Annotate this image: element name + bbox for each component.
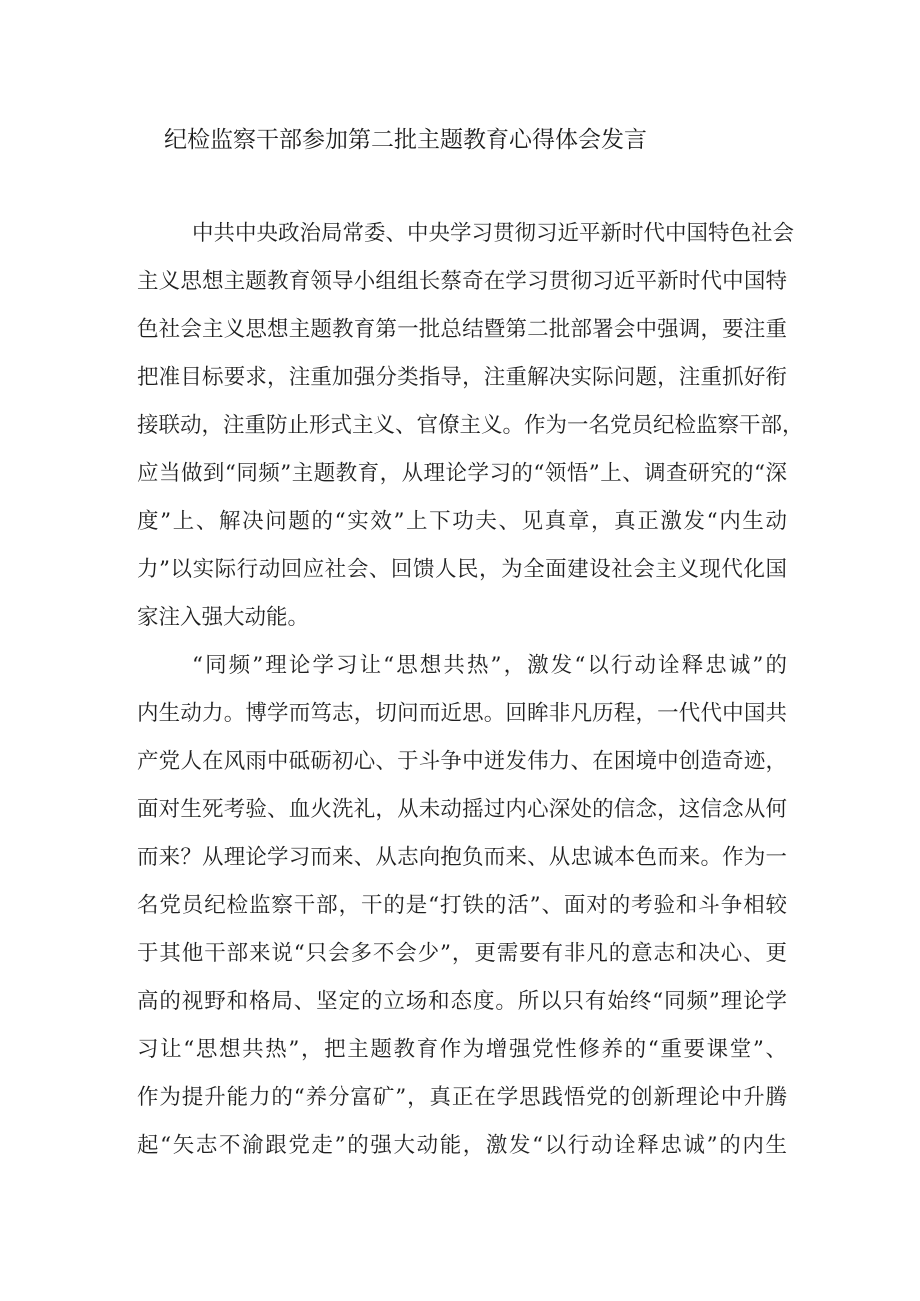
paragraph-1-line-4: 把准目标要求，注重加强分类指导，注重解决实际问题，注重抓好衔 — [137, 365, 787, 390]
paragraph-1-line-1: 中共中央政治局常委、中央学习贯彻习近平新时代中国特色社会 — [192, 221, 795, 246]
paragraph-2-line-9: 习让“思想共热”，把主题教育作为增强党性修养的“重要课堂”、 — [137, 1037, 787, 1062]
paragraph-1-line-7: 度”上、解决问题的“实效”上下功夫、见真章，真正激发“内生动 — [137, 509, 787, 534]
paragraph-1-line-8: 力”以实际行动回应社会、回馈人民，为全面建设社会主义现代化国 — [137, 557, 787, 582]
paragraph-2-line-4: 面对生死考验、血火洗礼，从未动摇过内心深处的信念，这信念从何 — [137, 797, 787, 822]
paragraph-2-line-8: 高的视野和格局、坚定的立场和态度。所以只有始终“同频”理论学 — [137, 989, 787, 1014]
paragraph-1-line-6: 应当做到“同频”主题教育，从理论学习的“领悟”上、调查研究的“深 — [137, 461, 787, 486]
paragraph-2-line-6: 名党员纪检监察干部，干的是“打铁的活”、面对的考验和斗争相较 — [137, 893, 787, 918]
paragraph-2-line-5: 而来？从理论学习而来、从志向抱负而来、从忠诚本色而来。作为一 — [137, 845, 787, 870]
paragraph-2-line-11: 起“矢志不渝跟党走”的强大动能，激发“以行动诠释忠诚”的内生 — [137, 1133, 787, 1158]
document-title: 纪检监察干部参加第二批主题教育心得体会发言 — [164, 127, 647, 153]
paragraph-2-line-2: 内生动力。博学而笃志，切问而近思。回眸非凡历程，一代代中国共 — [137, 701, 787, 726]
paragraph-1-line-5: 接联动，注重防止形式主义、官僚主义。作为一名党员纪检监察干部， — [137, 413, 804, 438]
paragraph-1-line-2: 主义思想主题教育领导小组组长蔡奇在学习贯彻习近平新时代中国特 — [137, 269, 787, 294]
paragraph-2-line-3: 产党人在风雨中砥砺初心、于斗争中迸发伟力、在困境中创造奇迹， — [137, 749, 787, 774]
paragraph-1-line-3: 色社会主义思想主题教育第一批总结暨第二批部署会中强调，要注重 — [137, 317, 787, 342]
paragraph-2-line-7: 于其他干部来说“只会多不会少”，更需要有非凡的意志和决心、更 — [137, 941, 787, 966]
paragraph-1-line-9: 家注入强大动能。 — [137, 605, 310, 630]
paragraph-2-line-1: “同频”理论学习让“思想共热”，激发“以行动诠释忠诚”的 — [192, 653, 787, 678]
paragraph-2-line-10: 作为提升能力的“养分富矿”，真正在学思践悟党的创新理论中升腾 — [137, 1085, 787, 1110]
